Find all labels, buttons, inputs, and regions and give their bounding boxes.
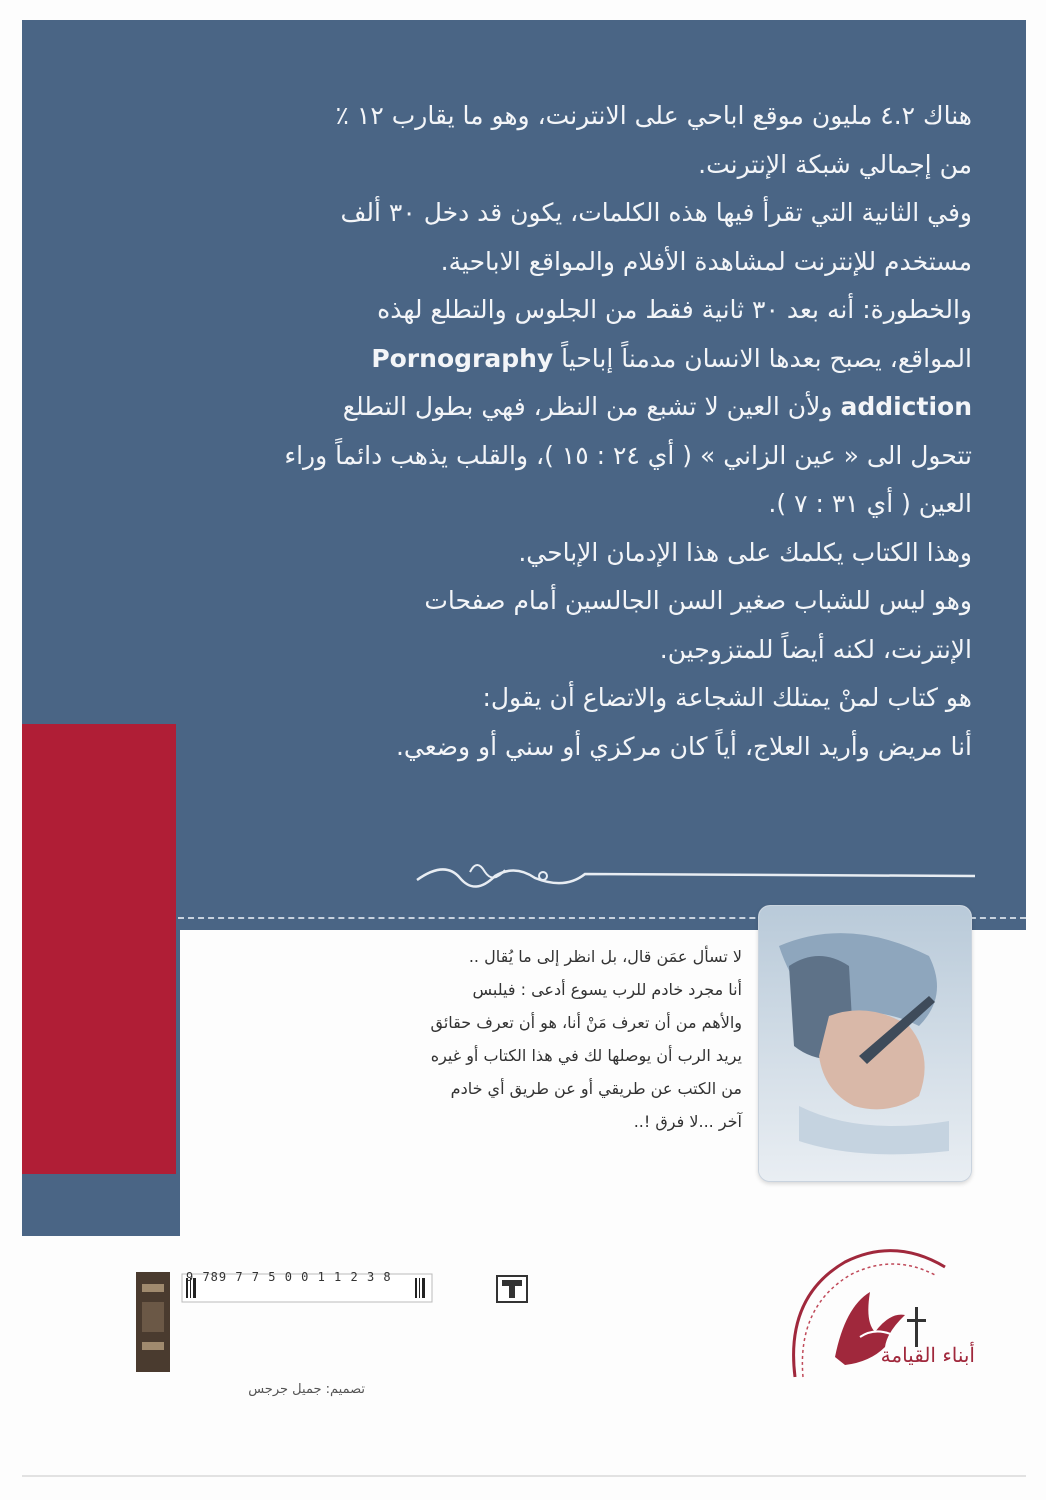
quote-line-3: والأهم من أن تعرف مَنْ أنا، هو أن تعرف حقائق: [430, 1013, 742, 1032]
quote-line-6: آخر ...لا فرق !..: [633, 1112, 742, 1131]
blurb-line-6: [110, 335, 972, 384]
blurb-text: [110, 92, 972, 771]
blurb-line-12: الإنترنت، لكنه أيضاً للمتزوجين.: [659, 634, 972, 664]
blurb-line-3: وفي الثانية التي تقرأ فيها هذه الكلمات، يكون قد دخل ٣٠ ألف: [340, 198, 972, 227]
blurb-line-11: وهو ليس للشباب صغير السن الجالسين أمام صفحات: [424, 586, 972, 615]
quote-line-5: من الكتب عن طريقي أو عن طريق أي خادم: [450, 1079, 742, 1098]
blurb-line-14: أنا مريض وأريد العلاج، أياً كان مركزي أو سني أو وضعي.: [395, 731, 972, 761]
author-photo: [758, 905, 972, 1182]
term-pornography: Pornography: [371, 343, 554, 373]
red-accent-block: [22, 724, 176, 1174]
blurb-line-4: مستخدم للإنترنت لمشاهدة الأفلام والمواقع الاباحية.: [440, 246, 972, 276]
author-photo-illustration: [759, 906, 971, 1181]
blurb-line-13: هو كتاب لمنْ يمتلك الشجاعة والاتضاع أن يقول:: [482, 683, 972, 712]
blurb-line-9: العين ( أي ٣١ : ٧ ).: [768, 489, 972, 518]
publisher-logo: [775, 1237, 985, 1397]
signature-flourish-icon: [415, 850, 975, 900]
quote-line-1: لا تسأل عمَن قال، بل انظر إلى ما يُقال ..: [468, 947, 742, 966]
author-quote: [184, 940, 742, 1138]
blurb-line-6-text: المواقع، يصبح بعدها الانسان مدمناً إباحياً: [561, 343, 972, 373]
blurb-line-10: وهذا الكتاب يكلمك على هذا الإدمان الإباحي.: [518, 537, 972, 567]
isbn-number: 9 789 7 7 5 0 0 1 1 2 3 8: [186, 1270, 392, 1284]
term-addiction: addiction: [840, 392, 972, 421]
bottom-rule: [22, 1475, 1026, 1477]
cross-icon: [907, 1307, 926, 1347]
quote-line-4: يريد الرب أن يوصلها لك في هذا الكتاب أو غيره: [430, 1046, 742, 1065]
designer-credit: تصميم: جميل جرجس: [248, 1382, 365, 1397]
blurb-line-5: والخطورة: أنه بعد ٣٠ ثانية فقط من الجلوس والتطلع لهذه: [377, 295, 972, 324]
blurb-line-8: تتحول الى « عين الزاني » ( أي ٢٤ : ١٥ )، والقلب يذهب دائماً وراء: [284, 440, 972, 470]
blurb-line-1: هناك ٤.٢ مليون موقع اباحي على الانترنت، وهو ما يقارب ١٢ ٪: [335, 101, 972, 130]
quote-line-2: أنا مجرد خادم للرب يسوع أدعى : فيلبس: [472, 980, 742, 999]
blurb-line-7: [110, 383, 972, 432]
blurb-line-7-text: ولأن العين لا تشبع من النظر، فهي بطول التطلع: [342, 392, 833, 421]
publisher-name: أبناء القيامة: [880, 1343, 975, 1367]
blurb-line-2: من إجمالي شبكة الإنترنت.: [698, 149, 972, 179]
